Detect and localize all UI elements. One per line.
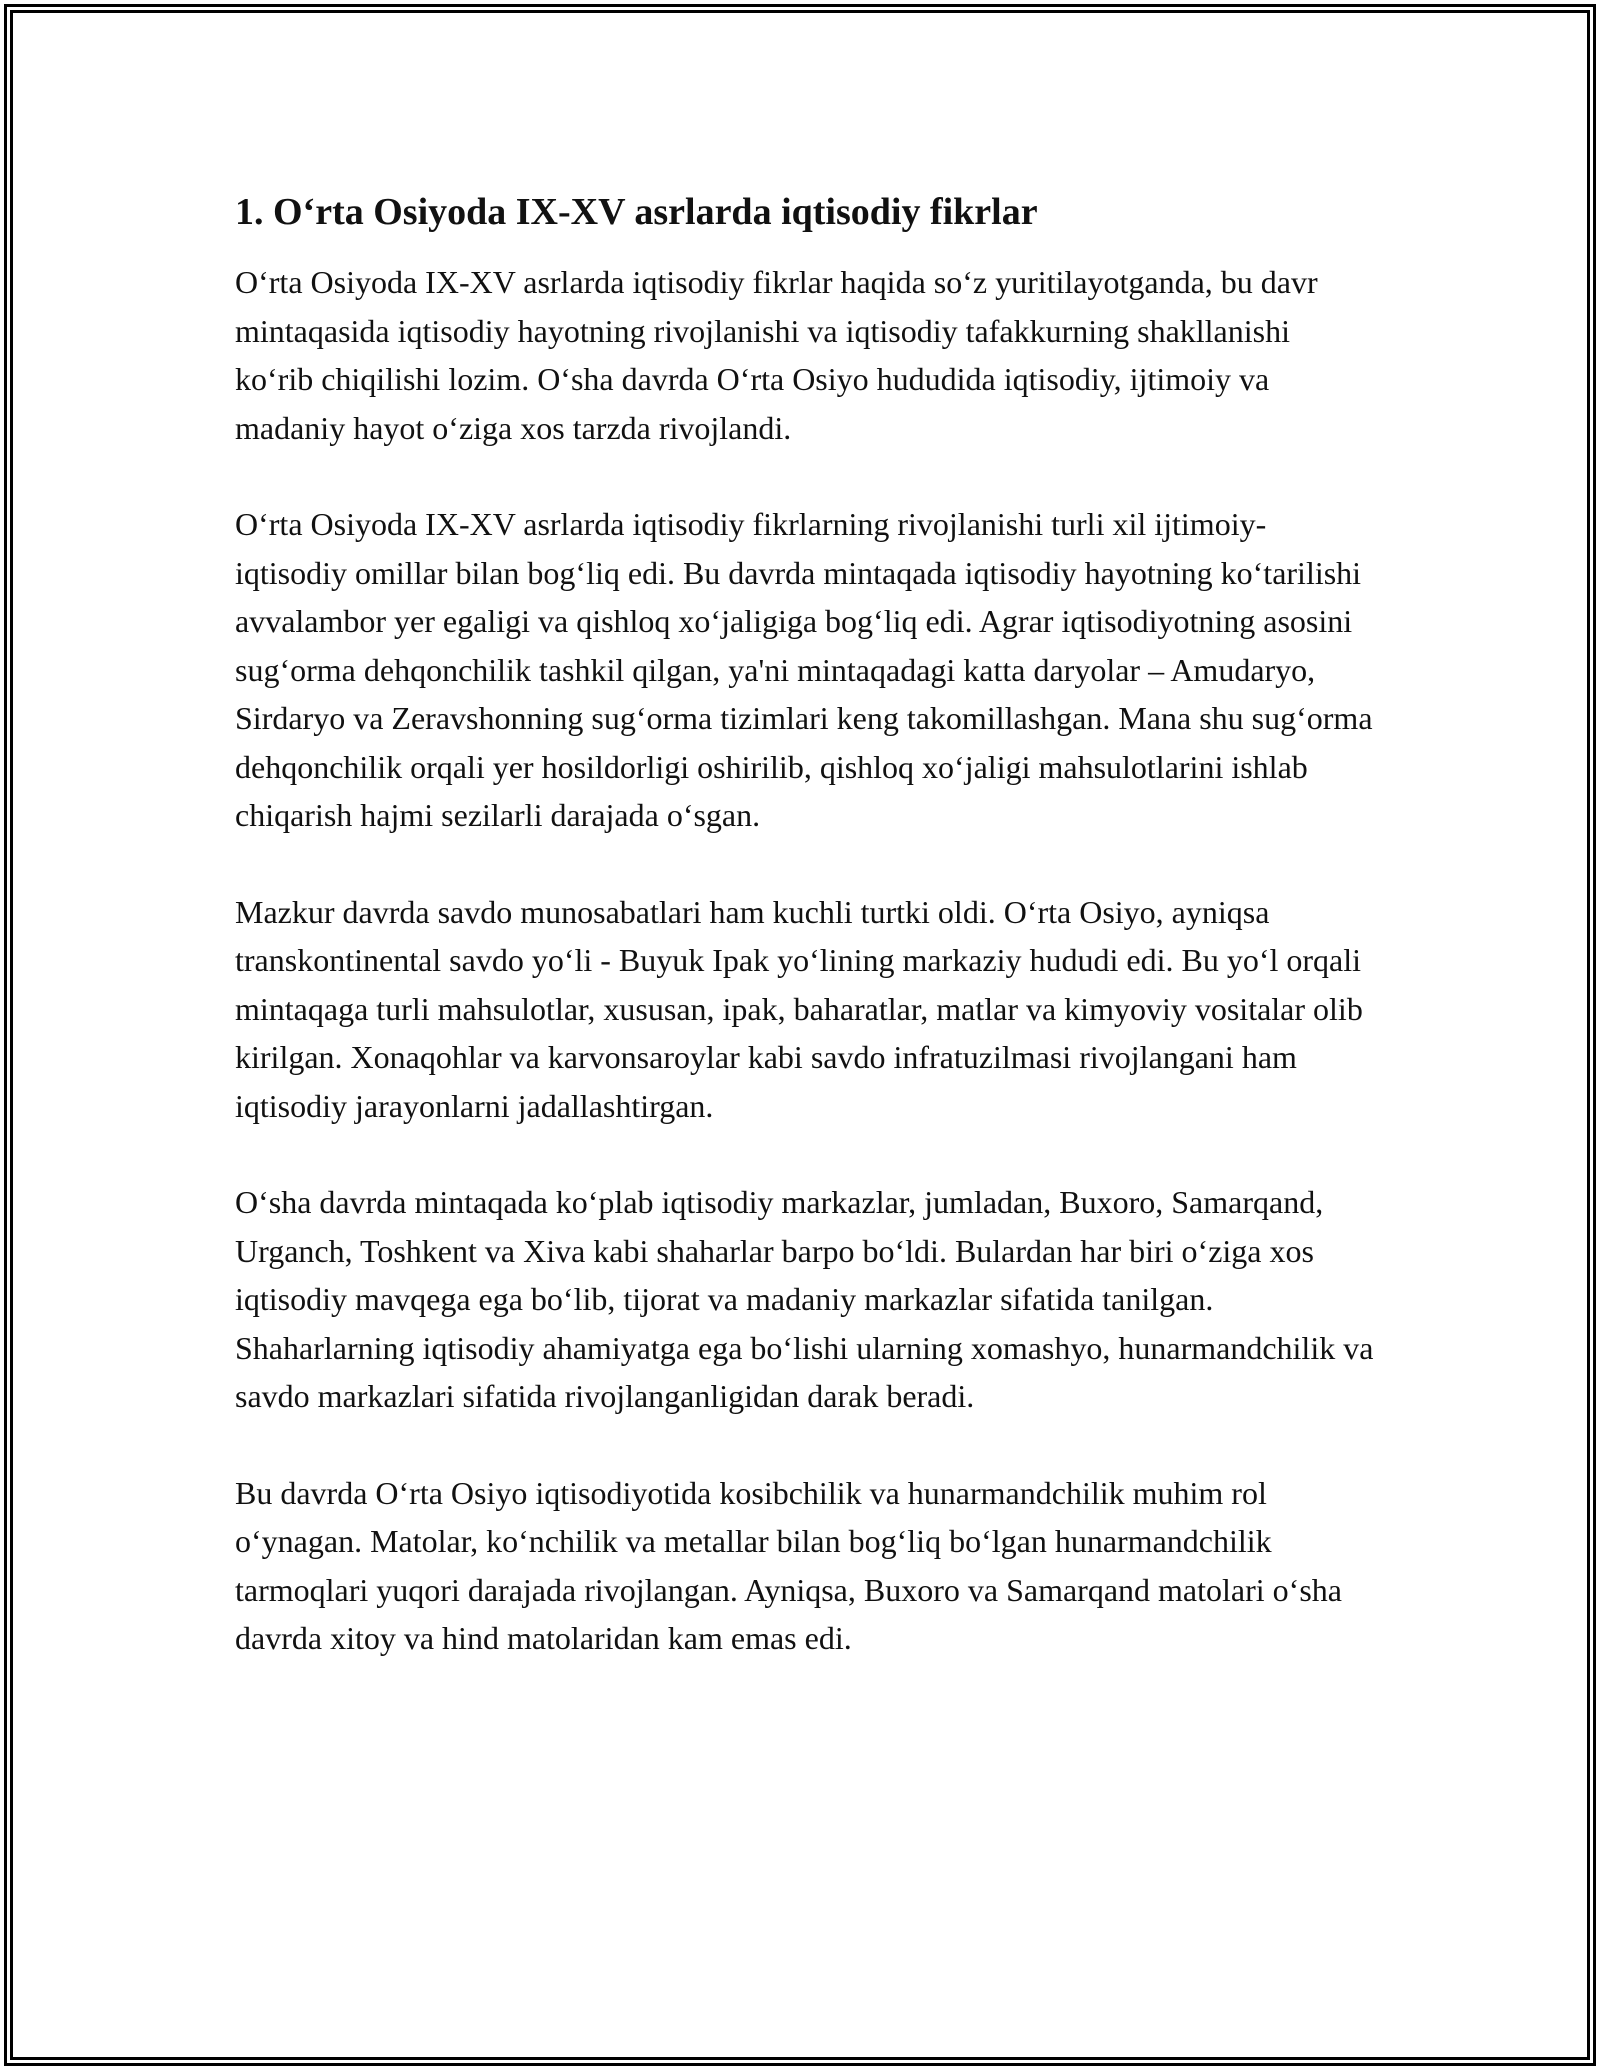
paragraph-2: O‘rta Osiyoda IX-XV asrlarda iqtisodiy fikrlarning rivojlanishi turli xil ijtimoiy-iqtisodiy omillar bilan bog‘liq edi. Bu davrda mintaqada iqtisodiy hayotning ko‘tarilishi avvalambor yer egaligi va qishloq xo‘jaligiga bog‘liq edi. Agrar iqtisodiyotning asosini sug‘orma dehqonchilik tashkil qilgan, ya'ni mintaqadagi katta daryolar – Amudaryo, Sirdaryo va Zeravshonning sug‘orma tizimlari keng takomillashgan. Mana shu sug‘orma dehqonchilik orqali yer hosildorligi oshirilib, qishloq xo‘jaligi mahsulotlarini ishlab chiqarish hajmi sezilarli darajada o‘sgan. — [235, 506, 1373, 833]
section-heading: 1. O‘rta Osiyoda IX-XV asrlarda iqtisodiy fikrlar — [235, 191, 1038, 233]
paragraph-5: Bu davrda O‘rta Osiyo iqtisodiyotida kosibchilik va hunarmandchilik muhim rol o‘ynagan. Matolar, ko‘nchilik va metallar bilan bog‘liq bo‘lgan hunarmandchilik tarmoqlari yuqori darajada rivojlangan. Ayniqsa, Buxoro va Samarqand matolari o‘sha davrda xitoy va hind matolaridan kam emas edi. — [235, 1474, 1342, 1656]
paragraph-4: O‘sha davrda mintaqada ko‘plab iqtisodiy markazlar, jumladan, Buxoro, Samarqand, Urganch, Toshkent va Xiva kabi shaharlar barpo bo‘ldi. Bulardan har biri o‘ziga xos iqtisodiy mavqega ega bo‘lib, tijorat va madaniy markazlar sifatida tanilgan. Shaharlarning iqtisodiy ahamiyatga ega bo‘lishi ularning xomashyo, hunarmandchilik va savdo markazlari sifatida rivojlanganligidan darak beradi. — [235, 1184, 1374, 1414]
paragraph-3: Mazkur davrda savdo munosabatlari ham kuchli turtki oldi. O‘rta Osiyo, ayniqsa transkontinental savdo yo‘li - Buyuk Ipak yo‘lining markaziy hududi edi. Bu yo‘l orqali mintaqaga turli mahsulotlar, xususan, ipak, baharatlar, matlar va kimyoviy vositalar olib kirilgan. Xonaqohlar va karvonsaroylar kabi savdo infratuzilmasi rivojlangani ham iqtisodiy jarayonlarni jadallashtirgan. — [235, 893, 1363, 1124]
paragraph-1: O‘rta Osiyoda IX-XV asrlarda iqtisodiy fikrlar haqida so‘z yuritilayotganda, bu davr mintaqasida iqtisodiy hayotning rivojlanishi va iqtisodiy tafakkurning shakllanishi ko‘rib chiqilishi lozim. O‘sha davrda O‘rta Osiyo hududida iqtisodiy, ijtimoiy va madaniy hayot o‘ziga xos tarzda rivojlandi. — [235, 264, 1318, 446]
document-body — [235, 188, 1375, 1711]
